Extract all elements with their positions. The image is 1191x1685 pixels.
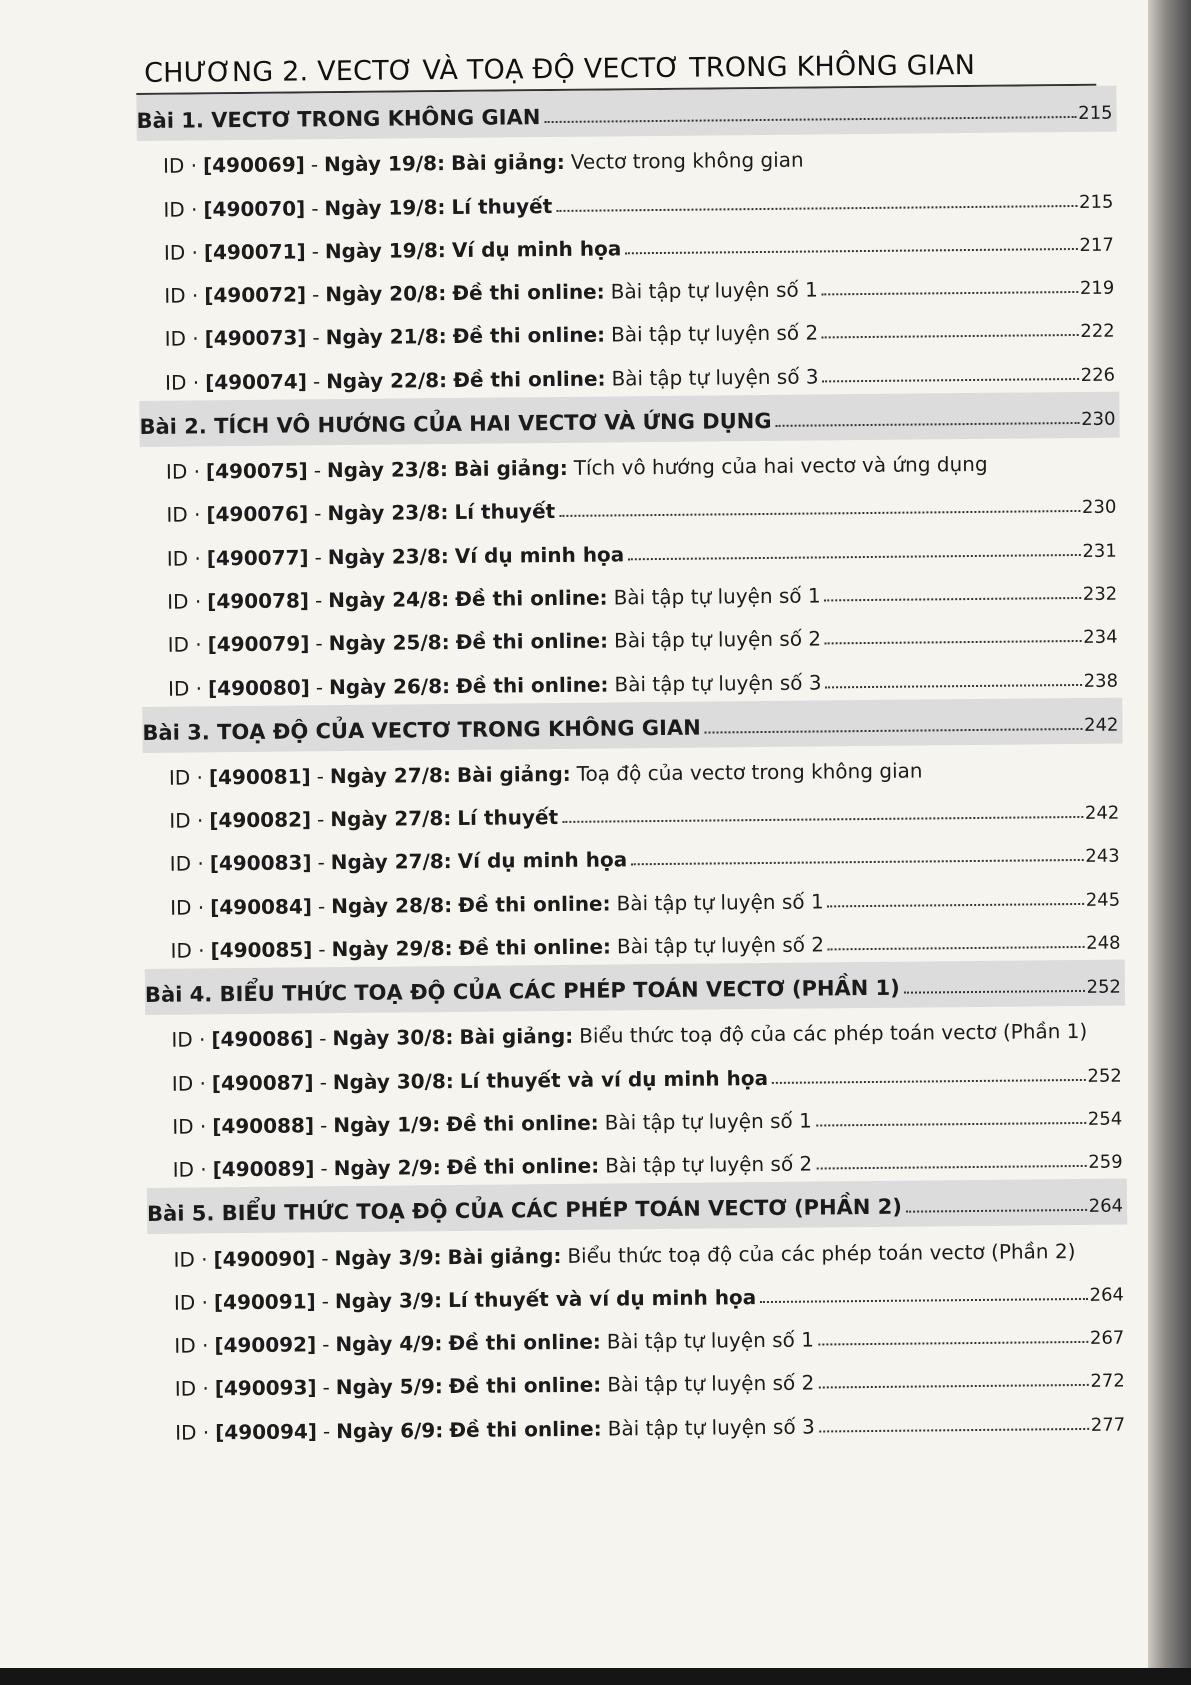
- dot-leader: [825, 597, 1081, 601]
- entry-separator: -: [314, 501, 322, 526]
- entry-date: Ngày 28/8:: [331, 892, 453, 918]
- entry-description: Bài tập tự luyện số 1: [610, 277, 818, 304]
- entry-code: [490084]: [210, 894, 313, 920]
- entry-description: Biểu thức toạ độ của các phép toán vectơ (Phần 2): [567, 1238, 1076, 1268]
- dot-leader: [772, 1079, 1085, 1084]
- entry-description: Bài tập tự luyện số 1: [613, 583, 821, 610]
- entry-id-prefix: ID ·: [167, 589, 202, 614]
- entry-id-prefix: ID ·: [169, 808, 204, 833]
- entry-separator: -: [315, 674, 324, 699]
- entry-separator: -: [316, 764, 325, 789]
- entry-page-number: 215: [1078, 191, 1114, 213]
- lesson-page-number: 215: [1078, 102, 1113, 124]
- lesson-title: Bài 2. TÍCH VÔ HƯỚNG CỦA HAI VECTƠ VÀ ỨNG DỤNG: [139, 408, 772, 439]
- entry-id-prefix: ID ·: [166, 546, 201, 571]
- dot-leader: [819, 1428, 1089, 1433]
- entry-code: [490074]: [205, 369, 308, 395]
- dot-leader: [826, 684, 1082, 688]
- entry-separator: -: [319, 1069, 327, 1094]
- dot-leader: [825, 640, 1081, 644]
- entry-page-number: 231: [1082, 540, 1117, 562]
- entry-id-prefix: ID ·: [171, 1071, 206, 1096]
- entry-page-number: 267: [1089, 1327, 1125, 1350]
- entry-id-prefix: ID ·: [175, 1420, 210, 1445]
- entry-code: [490086]: [211, 1026, 314, 1052]
- entry-description: Lí thuyết và ví dụ minh họa: [459, 1065, 769, 1093]
- entry-code: [490072]: [204, 282, 307, 308]
- entry-description: Bài tập tự luyện số 2: [607, 1370, 815, 1397]
- entry-kind: Đề thi online:: [448, 1373, 602, 1399]
- entry-code: [490092]: [214, 1332, 317, 1358]
- entry-code: [490088]: [212, 1113, 315, 1139]
- page-edge-shadow: [1148, 0, 1191, 1685]
- entry-kind: Đề thi online:: [452, 279, 605, 306]
- entry-kind: Bài giảng:: [450, 150, 565, 176]
- entry-code: [490075]: [205, 458, 308, 484]
- entry-id-prefix: ID ·: [164, 326, 199, 352]
- entry-id-prefix: ID ·: [163, 240, 198, 265]
- dot-leader: [631, 859, 1083, 865]
- entry-id-prefix: ID ·: [163, 197, 198, 222]
- entry-separator: -: [311, 239, 319, 264]
- entry-code: [490077]: [206, 545, 309, 571]
- entry-page-number: 277: [1090, 1414, 1126, 1436]
- entry-page-number: 238: [1083, 670, 1119, 692]
- entry-code: [490087]: [211, 1069, 314, 1095]
- entry-code: [490085]: [210, 937, 313, 963]
- entry-page-number: 222: [1080, 321, 1115, 343]
- entry-date: Ngày 6/9:: [336, 1417, 444, 1443]
- entry-separator: -: [317, 850, 325, 875]
- entry-date: Ngày 23/8:: [327, 500, 449, 526]
- entry-date: Ngày 3/9:: [334, 1244, 442, 1270]
- entry-date: Ngày 19/8:: [324, 237, 446, 264]
- entry-code: [490082]: [209, 807, 312, 833]
- entry-code: [490079]: [207, 631, 310, 657]
- entry-description: Ví dụ minh họa: [454, 542, 625, 568]
- entry-description: Tích vô hướng của hai vectơ và ứng dụng: [573, 451, 988, 480]
- entry-id-prefix: ID ·: [162, 153, 198, 179]
- entry-description: Bài tập tự luyện số 2: [605, 1151, 813, 1178]
- entry-kind: Đề thi online:: [453, 366, 606, 392]
- entry-date: Ngày 27/8:: [330, 849, 452, 875]
- entry-separator: -: [313, 458, 322, 483]
- entry-separator: -: [310, 152, 319, 177]
- entry-separator: -: [317, 893, 326, 919]
- entry-separator: -: [316, 807, 325, 832]
- entry-id-prefix: ID ·: [174, 1333, 209, 1358]
- entry-page-number: 242: [1084, 802, 1120, 825]
- entry-separator: -: [320, 1156, 328, 1181]
- entry-separator: -: [318, 937, 326, 962]
- entry-date: Ngày 27/8:: [329, 762, 452, 789]
- lesson-section: [136, 86, 1119, 401]
- entry-kind: Bài giảng:: [447, 1243, 562, 1269]
- dot-leader: [828, 946, 1084, 950]
- entry-separator: -: [312, 369, 321, 394]
- entry-id-prefix: ID ·: [172, 1114, 207, 1139]
- entry-kind: Đề thi online:: [446, 1110, 599, 1137]
- entry-date: Ngày 23/8:: [327, 543, 449, 569]
- entry-description: Biểu thức toạ độ của các phép toán vectơ (Phần 1): [579, 1019, 1088, 1049]
- entry-id-prefix: ID ·: [165, 370, 200, 395]
- dot-leader: [904, 990, 1085, 994]
- entry-code: [490083]: [209, 850, 312, 876]
- entry-code: [490076]: [206, 501, 309, 527]
- entry-date: Ngày 1/9:: [333, 1112, 441, 1138]
- entry-description: Lí thuyết: [454, 499, 556, 525]
- entry-id-prefix: ID ·: [171, 1027, 206, 1053]
- entry-id-prefix: ID ·: [167, 675, 203, 701]
- entry-code: [490091]: [213, 1289, 316, 1315]
- dot-leader: [822, 291, 1078, 295]
- entry-description: Vectơ trong không gian: [570, 147, 804, 175]
- entry-description: Bài tập tự luyện số 3: [614, 670, 822, 696]
- dot-leader: [906, 1209, 1087, 1213]
- table-of-contents: [136, 49, 1129, 1451]
- entry-kind: Bài giảng:: [456, 761, 571, 787]
- lesson-page-number: 264: [1088, 1195, 1124, 1218]
- lesson-list: [136, 86, 1129, 1451]
- entry-page-number: 252: [1087, 1065, 1122, 1087]
- dot-leader: [760, 1298, 1087, 1303]
- lesson-page-number: 252: [1086, 976, 1122, 998]
- lesson-title: Bài 3. TOẠ ĐỘ CỦA VECTƠ TRONG KHÔNG GIAN: [142, 715, 701, 745]
- lesson-section: [142, 697, 1124, 969]
- entry-kind: Đề thi online:: [458, 934, 612, 960]
- entry-description: Bài tập tự luyện số 2: [616, 932, 825, 959]
- entry-description: Lí thuyết: [457, 805, 559, 831]
- entry-description: Lí thuyết: [451, 193, 553, 219]
- entry-separator: -: [319, 1113, 328, 1138]
- entry-description: Bài tập tự luyện số 3: [611, 364, 819, 391]
- entry-code: [490090]: [213, 1245, 316, 1271]
- entry-description: Ví dụ minh họa: [457, 847, 628, 874]
- entry-date: Ngày 23/8:: [326, 457, 449, 483]
- entry-date: Ngày 2/9:: [333, 1155, 441, 1181]
- entry-date: Ngày 20/8:: [325, 281, 447, 307]
- entry-id-prefix: ID ·: [167, 632, 202, 657]
- entry-description: Bài tập tự luyện số 2: [610, 320, 819, 347]
- lesson-page-number: 230: [1081, 408, 1116, 430]
- entry-page-number: 219: [1079, 277, 1115, 300]
- entry-page-number: 243: [1085, 846, 1120, 868]
- entry-separator: -: [315, 631, 323, 656]
- entry-description: Bài tập tự luyện số 1: [604, 1108, 812, 1135]
- dot-leader: [705, 728, 1082, 734]
- lesson-title: Bài 4. BIỂU THỨC TOẠ ĐỘ CỦA CÁC PHÉP TOÁN VECTƠ (PHẦN 1): [144, 975, 900, 1008]
- entry-page-number: 234: [1083, 626, 1118, 649]
- dot-leader: [818, 1341, 1088, 1346]
- entry-date: Ngày 29/8:: [331, 936, 453, 962]
- dot-leader: [544, 116, 1076, 123]
- entry-separator: -: [322, 1418, 331, 1443]
- entry-id-prefix: ID ·: [164, 283, 199, 308]
- entry-code: [490078]: [207, 588, 310, 614]
- entry-page-number: 245: [1085, 889, 1121, 911]
- entry-kind: Đề thi online:: [455, 628, 609, 655]
- chapter-title: CHƯƠNG 2. VECTƠ VÀ TOẠ ĐỘ VECTƠ TRONG KHÔNG GIAN: [143, 49, 976, 89]
- entry-description: Bài tập tự luyện số 3: [607, 1414, 815, 1441]
- entry-description: Ví dụ minh họa: [451, 236, 622, 262]
- entry-date: Ngày 22/8:: [326, 367, 448, 393]
- entry-separator: -: [321, 1289, 330, 1314]
- entry-id-prefix: ID ·: [166, 502, 201, 528]
- dot-leader: [823, 378, 1079, 382]
- dot-leader: [816, 1122, 1086, 1127]
- entry-page-number: 248: [1086, 932, 1121, 954]
- entry-page-number: 264: [1089, 1284, 1125, 1306]
- entry-separator: -: [319, 1026, 327, 1051]
- entry-page-number: 230: [1081, 496, 1117, 519]
- entry-id-prefix: ID ·: [170, 938, 205, 963]
- entry-separator: -: [312, 325, 320, 350]
- entry-code: [490070]: [203, 195, 306, 221]
- entry-code: [490069]: [202, 152, 305, 178]
- entry-code: [490081]: [208, 764, 311, 790]
- entry-id-prefix: ID ·: [168, 765, 204, 790]
- entry-separator: -: [321, 1245, 329, 1270]
- entry-description: Bài tập tự luyện số 1: [606, 1327, 815, 1354]
- entry-code: [490094]: [215, 1419, 318, 1445]
- dot-leader: [628, 554, 1080, 560]
- entry-kind: Đề thi online:: [449, 1416, 602, 1442]
- entry-date: Ngày 24/8:: [328, 586, 450, 613]
- entry-separator: -: [314, 544, 322, 569]
- entry-kind: Bài giảng:: [459, 1024, 574, 1050]
- entry-description: Bài tập tự luyện số 2: [613, 626, 822, 653]
- entry-page-number: 217: [1079, 234, 1114, 256]
- lesson-section: [147, 1179, 1129, 1451]
- dot-leader: [559, 510, 1080, 517]
- entry-page-number: 254: [1087, 1108, 1123, 1130]
- entry-id-prefix: ID ·: [173, 1246, 208, 1272]
- entry-date: Ngày 19/8:: [324, 194, 446, 220]
- entry-id-prefix: ID ·: [165, 459, 201, 484]
- entry-date: Ngày 19/8:: [323, 151, 446, 177]
- entry-date: Ngày 4/9:: [335, 1331, 443, 1357]
- lesson-section: [139, 391, 1122, 706]
- entry-kind: Đề thi online:: [446, 1153, 600, 1180]
- entry-id-prefix: ID ·: [170, 895, 205, 920]
- entry-separator: -: [311, 195, 319, 220]
- entry-code: [490073]: [204, 325, 307, 351]
- entry-id-prefix: ID ·: [169, 851, 204, 877]
- entry-id-prefix: ID ·: [172, 1157, 207, 1182]
- entry-id-prefix: ID ·: [173, 1290, 209, 1315]
- dot-leader: [828, 903, 1084, 907]
- dot-leader: [556, 205, 1077, 212]
- entry-page-number: 232: [1082, 583, 1118, 605]
- entry-kind: Đề thi online:: [452, 322, 606, 349]
- dot-leader: [562, 816, 1083, 823]
- entry-code: [490071]: [203, 239, 306, 265]
- lesson-title: Bài 1. VECTƠ TRONG KHÔNG GIAN: [136, 105, 541, 133]
- entry-page-number: 226: [1080, 364, 1116, 386]
- dot-leader: [625, 248, 1077, 254]
- entry-separator: -: [311, 282, 320, 307]
- entry-date: Ngày 27/8:: [330, 806, 452, 832]
- entry-date: Ngày 26/8:: [328, 673, 451, 699]
- entry-date: Ngày 30/8:: [332, 1025, 454, 1051]
- entry-description: Lí thuyết và ví dụ minh họa: [447, 1284, 757, 1312]
- entry-date: Ngày 5/9:: [335, 1374, 443, 1400]
- entry-id-prefix: ID ·: [174, 1376, 209, 1402]
- entry-description: Toạ độ của vectơ trong không gian: [576, 758, 923, 786]
- entry-code: [490080]: [207, 674, 310, 700]
- entry-kind: Bài giảng:: [453, 455, 568, 482]
- toc-entry: [149, 1398, 1129, 1451]
- entry-kind: Đề thi online:: [455, 672, 609, 698]
- entry-date: Ngày 21/8:: [325, 324, 447, 350]
- dot-leader: [818, 1384, 1088, 1389]
- entry-description: Bài tập tự luyện số 1: [616, 889, 824, 916]
- bottom-shadow: [0, 1668, 1191, 1685]
- entry-code: [490093]: [214, 1375, 317, 1401]
- entry-kind: Đề thi online:: [455, 585, 608, 611]
- entry-date: Ngày 30/8:: [332, 1068, 454, 1094]
- entry-separator: -: [322, 1332, 330, 1357]
- lesson-title: Bài 5. BIỂU THỨC TOẠ ĐỘ CỦA CÁC PHÉP TOÁN VECTƠ (PHẦN 2): [146, 1194, 903, 1227]
- entry-separator: -: [322, 1375, 330, 1400]
- dot-leader: [822, 334, 1078, 338]
- entry-kind: Đề thi online:: [448, 1329, 601, 1356]
- lesson-page-number: 242: [1083, 714, 1119, 736]
- entry-page-number: 259: [1088, 1151, 1123, 1174]
- dot-leader: [816, 1165, 1086, 1170]
- entry-kind: Đề thi online:: [458, 891, 611, 917]
- entry-date: Ngày 3/9:: [334, 1287, 443, 1313]
- lesson-section: [145, 960, 1127, 1189]
- entry-page-number: 272: [1090, 1370, 1125, 1393]
- entry-code: [490089]: [212, 1156, 315, 1182]
- entry-date: Ngày 25/8:: [328, 630, 450, 656]
- entry-separator: -: [314, 588, 323, 613]
- dot-leader: [776, 422, 1080, 427]
